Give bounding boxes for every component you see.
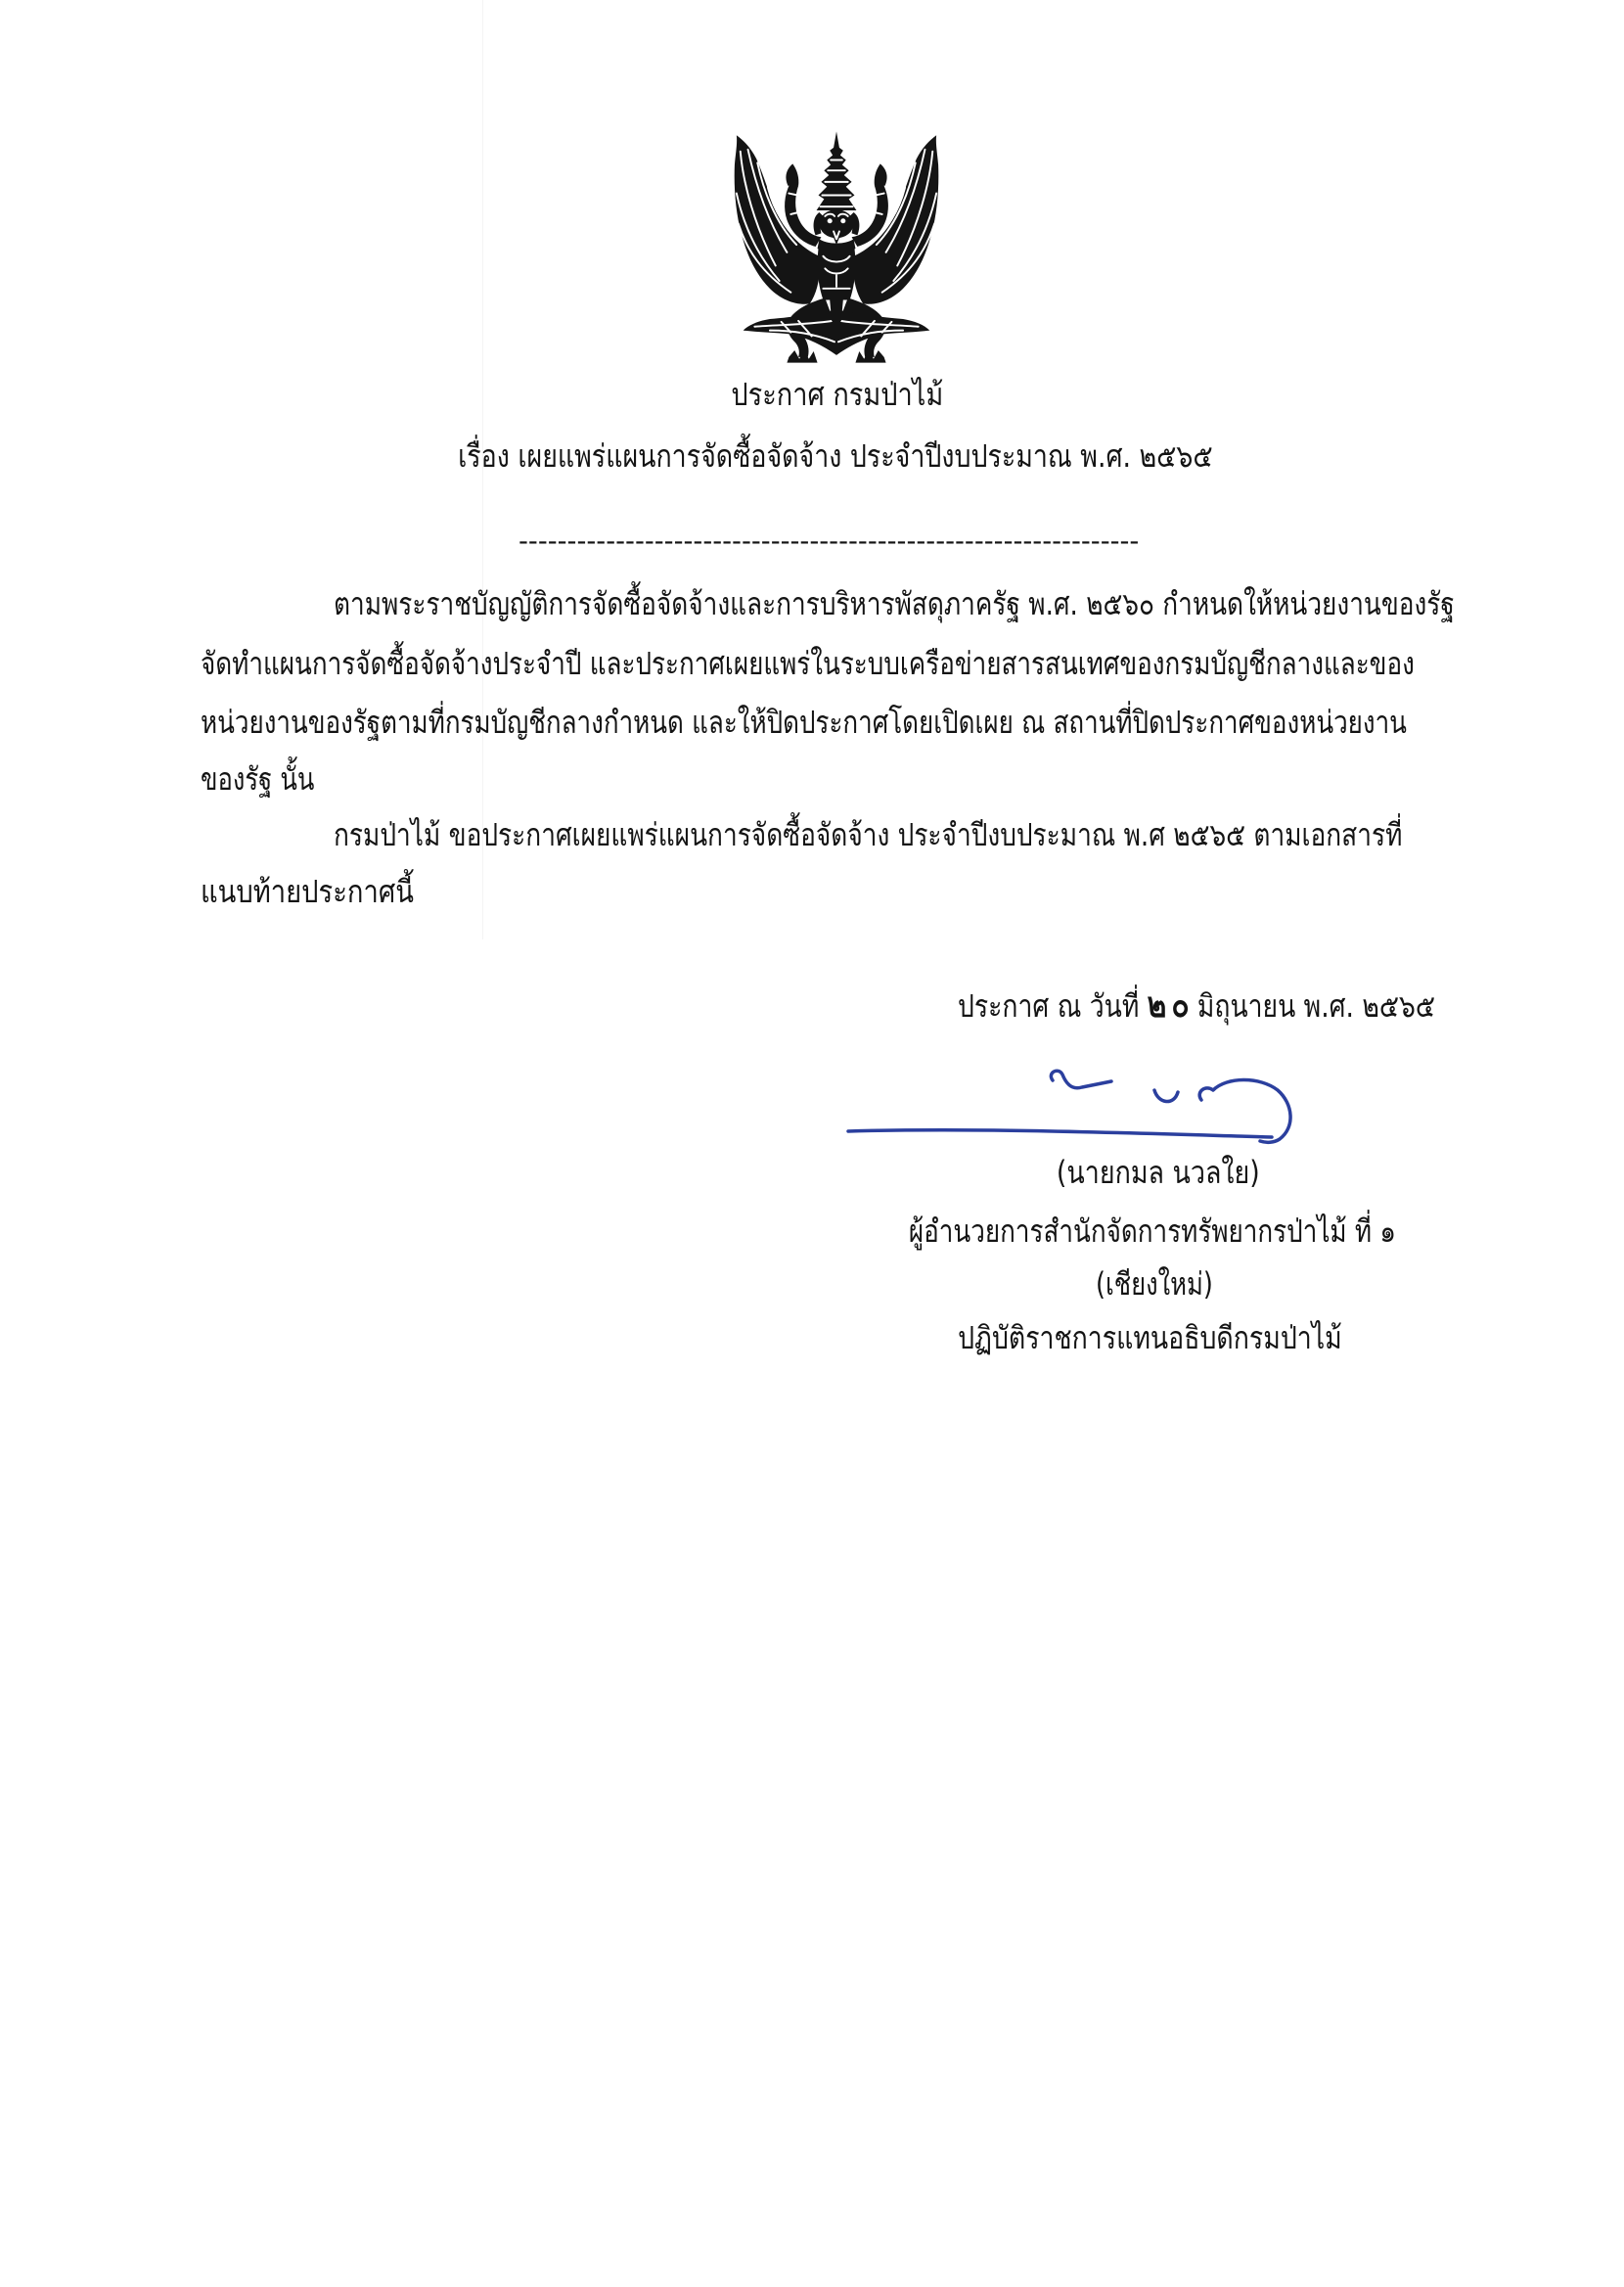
garuda-emblem — [732, 128, 941, 366]
date-month-year: มิถุนายน พ.ศ. ๒๕๖๕ — [1196, 987, 1435, 1025]
heading-text: ประกาศ กรมป่าไม้ — [731, 376, 943, 413]
signatory-name-text: (นายกมล นวลใย) — [1057, 1154, 1260, 1191]
handwritten-signature — [841, 1055, 1301, 1163]
paragraph-text: จัดทำแผนการจัดซื้อจัดจ้างประจำปี และประกาศเผยแพร่ในระบบเครือข่ายสารสนเทศของกรมบัญชีกลางและของ — [201, 645, 1415, 682]
garuda-head — [819, 209, 853, 245]
separator-text: ---------------------------------------------------------------- — [519, 525, 1140, 557]
announcement-date — [958, 986, 1435, 1026]
paragraph-text: กรมป่าไม้ ขอประกาศเผยแพร่แผนการจัดซื้อจัดจ้าง ประจำปีงบประมาณ พ.ศ ๒๕๖๕ ตามเอกสารที่ — [334, 816, 1403, 853]
date-line-text — [958, 986, 1435, 1026]
dashed-separator — [519, 522, 1140, 561]
announcement-subject — [458, 436, 1213, 476]
paragraph-2-line-1 — [334, 815, 1403, 854]
paragraph-1-line-2 — [201, 644, 1415, 683]
paragraph-text: ของรัฐ นั้น — [201, 760, 315, 798]
signatory-name — [1057, 1153, 1260, 1192]
subject-text: เรื่อง เผยแพร่แผนการจัดซื้อจัดจ้าง ประจำปีงบประมาณ พ.ศ. ๒๕๖๕ — [458, 437, 1213, 475]
paragraph-1-line-1 — [334, 584, 1455, 623]
paragraph-text: แนบท้ายประกาศนี้ — [201, 873, 414, 910]
signatory-position — [909, 1212, 1396, 1251]
date-day-stamp: ๒๐ — [1147, 985, 1195, 1026]
paragraph-text: หน่วยงานของรัฐตามที่กรมบัญชีกลางกำหนด และให้ปิดประกาศโดยเปิดเผย ณ สถานที่ปิดประกาศของหน่วยงาน — [201, 704, 1407, 741]
signatory-acting-text: ปฏิบัติราชการแทนอธิบดีกรมป่าไม้ — [958, 1319, 1342, 1356]
signatory-acting-for — [958, 1318, 1342, 1357]
paragraph-1-line-4 — [201, 759, 314, 799]
paragraph-2-line-2 — [201, 872, 414, 911]
announcement-heading — [731, 375, 943, 414]
signatory-office — [1096, 1264, 1213, 1304]
signatory-position-text: ผู้อำนวยการสำนักจัดการทรัพยากรป่าไม้ ที่ ๑ — [909, 1212, 1396, 1250]
signatory-office-text: (เชียงใหม่) — [1096, 1265, 1213, 1303]
paragraph-1-line-3 — [201, 703, 1406, 742]
paragraph-text: ตามพระราชบัญญัติการจัดซื้อจัดจ้างและการบริหารพัสดุภาครัฐ พ.ศ. ๒๕๖๐ กำหนดให้หน่วยงานของรัฐ — [334, 585, 1455, 622]
garuda-crown — [817, 131, 857, 210]
date-prefix: ประกาศ ณ วันที่ — [958, 987, 1140, 1025]
